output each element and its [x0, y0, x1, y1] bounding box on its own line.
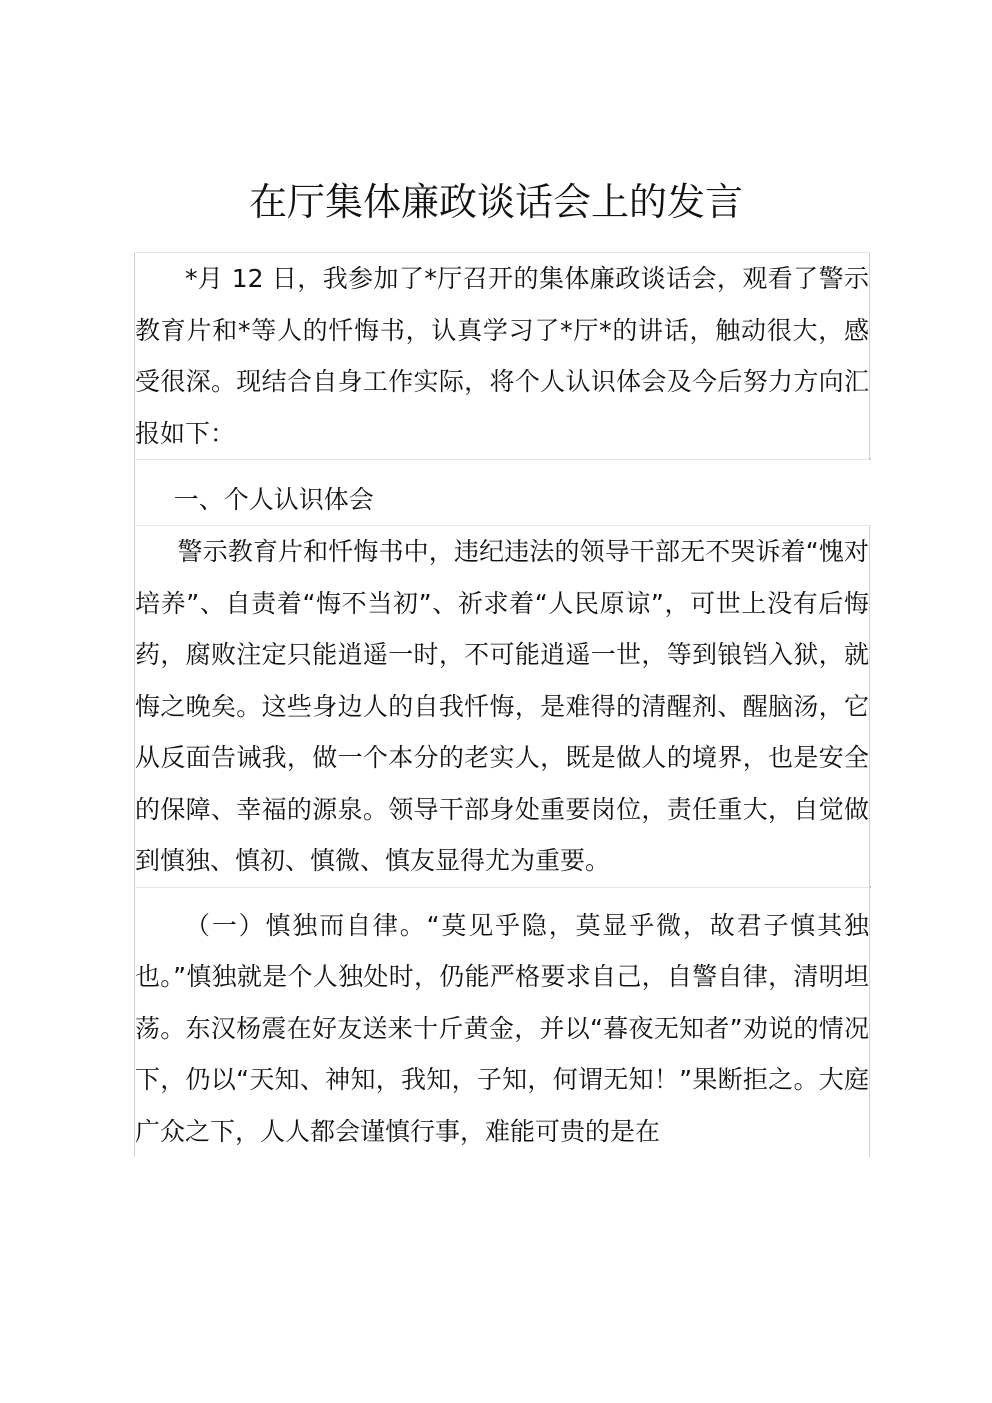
- subsection1-block: [134, 887, 870, 1158]
- section1-heading: 一、个人认识体会: [173, 485, 374, 514]
- intro-block: [134, 252, 870, 459]
- section1-block: [134, 525, 870, 887]
- document-title: 在厅集体廉政谈话会上的发言: [248, 180, 743, 224]
- section1-heading-block: [134, 459, 870, 525]
- section1-paragraph: 警示教育片和忏悔书中，违纪违法的领导干部无不哭诉着“愧对培养”、自责着“悔不当初”、祈求着“人民原谅”，可世上没有后悔药，腐败注定只能逍遥一时，不可能逍遥一世，等到锒铛入狱，就悔之晚矣。这些身边人的自我忏悔，是难得的清醒剂、醒脑汤，它从反面告诫我，做一个本分的老实人，既是做人的境界，也是安全的保障、幸福的源泉。领导干部身处重要岗位，责任重大，自觉做到慎独、慎初、慎微、慎友显得尤为重要。: [135, 537, 869, 875]
- intro-paragraph: *月 12 日，我参加了*厅召开的集体廉政谈话会，观看了警示教育片和*等人的忏悔书，认真学习了*厅*的讲话，触动很大，感受很深。现结合自身工作实际，将个人认识体会及今后努力方向汇报如下：: [135, 264, 869, 448]
- document-body: [134, 252, 870, 1157]
- subsection1-paragraph: （一）慎独而自律。“莫见乎隐，莫显乎微，故君子慎其独也。”慎独就是个人独处时，仍能严格要求自己，自警自律，清明坦荡。东汉杨震在好友送来十斤黄金，并以“暮夜无知者”劝说的情况下，仍以“天知、神知，我知，子知，何谓无知！”果断拒之。大庭广众之下，人人都会谨慎行事，难能可贵的是在: [135, 910, 869, 1146]
